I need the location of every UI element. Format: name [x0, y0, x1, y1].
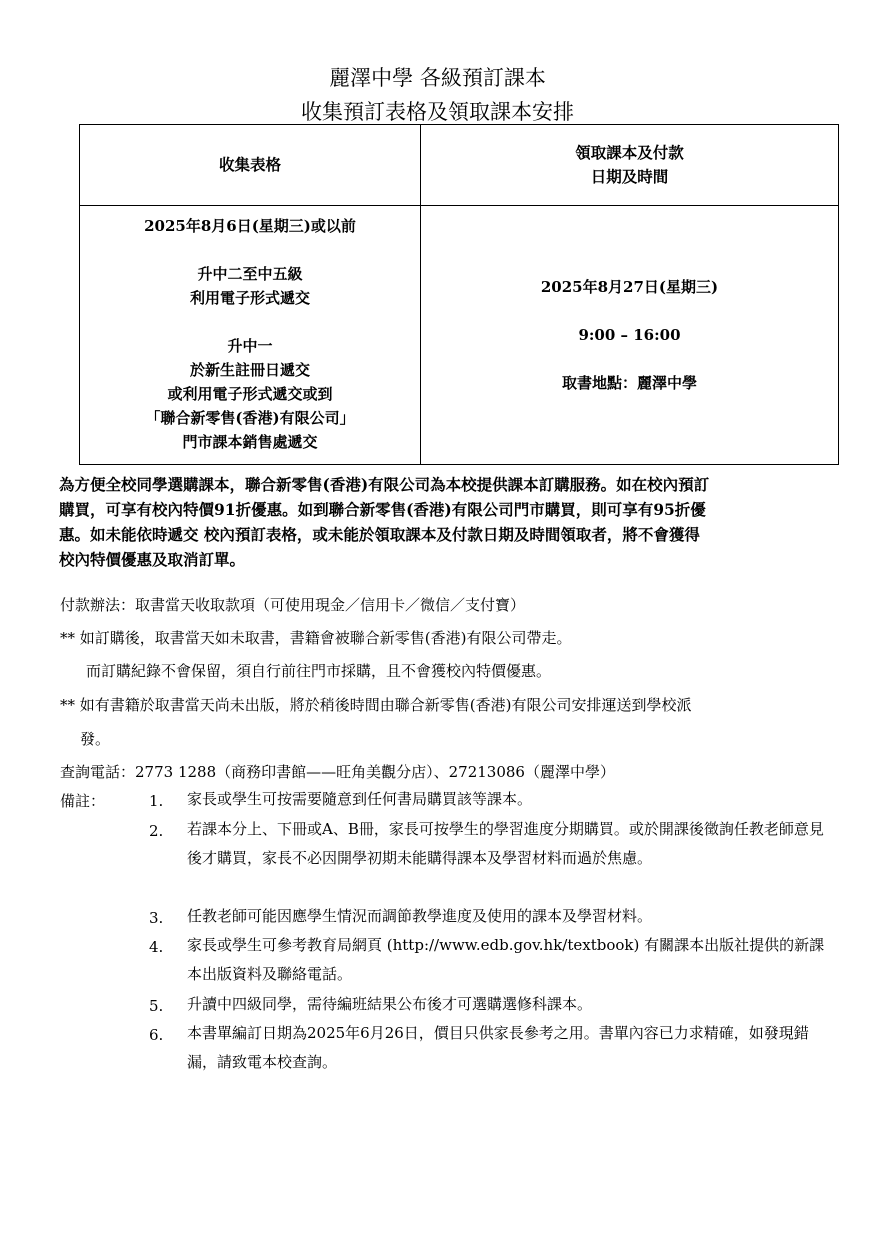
s1-method-3: 「聯合新零售(香港)有限公司」 [145, 409, 355, 427]
s1-method-2: 或利用電子形式遞交或到 [167, 385, 333, 403]
collection-form-cell [80, 206, 421, 465]
remarks-label: 備註： [60, 792, 106, 810]
pickup-time: 9:00 – 16:00 [578, 326, 681, 344]
page-subtitle: 收集預訂表格及領取課本安排 [301, 100, 574, 124]
notice-line-4: 校內特價優惠及取消訂單。 [59, 550, 246, 569]
remark-5-number: 5. [149, 997, 164, 1015]
remark-3-text: 任教老師可能因應學生情況而調節教學進度及使用的課本及學習材料。 [187, 907, 653, 925]
schedule-table [79, 124, 839, 465]
table-body-row [80, 206, 839, 465]
payment-method: 付款辦法：取書當天收取款項（可使用現金／信用卡／微信／支付寶） [60, 596, 526, 614]
enquiry-phone: 查詢電話：2773 1288（商務印書館——旺角美觀分店）、27213086（麗澤中學） [60, 763, 615, 781]
unpublished-note-cont: 發。 [80, 730, 111, 748]
remark-3-number: 3. [149, 909, 164, 927]
discount-notice [59, 472, 854, 572]
table-header-row [80, 125, 839, 206]
page-title: 麗澤中學 各級預訂課本 [329, 66, 546, 90]
pickup-header-line1: 領取課本及付款 [575, 143, 684, 162]
s1-method-1: 於新生註冊日遞交 [189, 361, 310, 379]
collection-form-header-label: 收集表格 [218, 155, 281, 174]
remark-2-text: 若課本分上、下冊或A、B冊，家長可按學生的學習進度分期購買。或於開課後徵詢任教老師意見後才購買，家長不必因開學初期未能購得課本及學習材料而過於焦慮。 [187, 820, 824, 867]
remark-6-text: 本書單編訂日期為2025年6月26日，價目只供家長參考之用。書單內容已力求精確，如發現錯漏，請致電本校查詢。 [187, 1024, 809, 1071]
pickup-header-line2: 日期及時間 [590, 167, 669, 186]
remark-4-text: 家長或學生可參考教育局網頁 (http://www.edb.gov.hk/textbook) 有關課本出版社提供的新課本出版資料及聯絡電話。 [187, 936, 825, 983]
pickup-date: 2025年8月27日(星期三) [540, 278, 719, 296]
form-deadline: 2025年8月6日(星期三)或以前 [144, 217, 356, 235]
remark-6-number: 6. [149, 1026, 164, 1044]
remark-5-text: 升讀中四級同學，需待編班結果公布後才可選購選修科課本。 [187, 995, 593, 1013]
s2-s5-grade: 升中二至中五級 [197, 265, 303, 283]
pickup-header [421, 125, 839, 206]
remark-2-number: 2. [149, 822, 164, 840]
remark-1-number: 1. [149, 792, 164, 810]
s1-method-4: 門市課本銷售處遞交 [182, 433, 318, 451]
collection-form-header [80, 125, 421, 206]
uncollected-note: ** 如訂購後，取書當天如未取書，書籍會被聯合新零售(香港)有限公司帶走。 [60, 629, 572, 647]
pickup-location: 取書地點：麗澤中學 [561, 374, 697, 392]
remark-4-number: 4. [149, 938, 164, 956]
notice-line-1: 為方便全校同學選購課本，聯合新零售(香港)有限公司為本校提供課本訂購服務。如在校內預訂 [59, 475, 710, 494]
s2-s5-method: 利用電子形式遞交 [189, 289, 310, 307]
s1-grade: 升中一 [227, 337, 273, 355]
notice-line-3: 惠。如未能依時遞交 校內預訂表格，或未能於領取課本及付款日期及時間領取者，將不會獲得 [59, 525, 700, 544]
uncollected-note-cont: 而訂購紀錄不會保留，須自行前往門市採購，且不會獲校內特價優惠。 [86, 662, 552, 680]
unpublished-note: ** 如有書籍於取書當天尚未出版，將於稍後時間由聯合新零售(香港)有限公司安排運送到學校派 [60, 696, 692, 714]
pickup-cell [421, 206, 839, 465]
remark-1-text: 家長或學生可按需要隨意到任何書局購買該等課本。 [187, 790, 533, 808]
notice-line-2: 購買，可享有校內特價91折優惠。如到聯合新零售(香港)有限公司門市購買，則可享有95折優 [59, 500, 706, 519]
